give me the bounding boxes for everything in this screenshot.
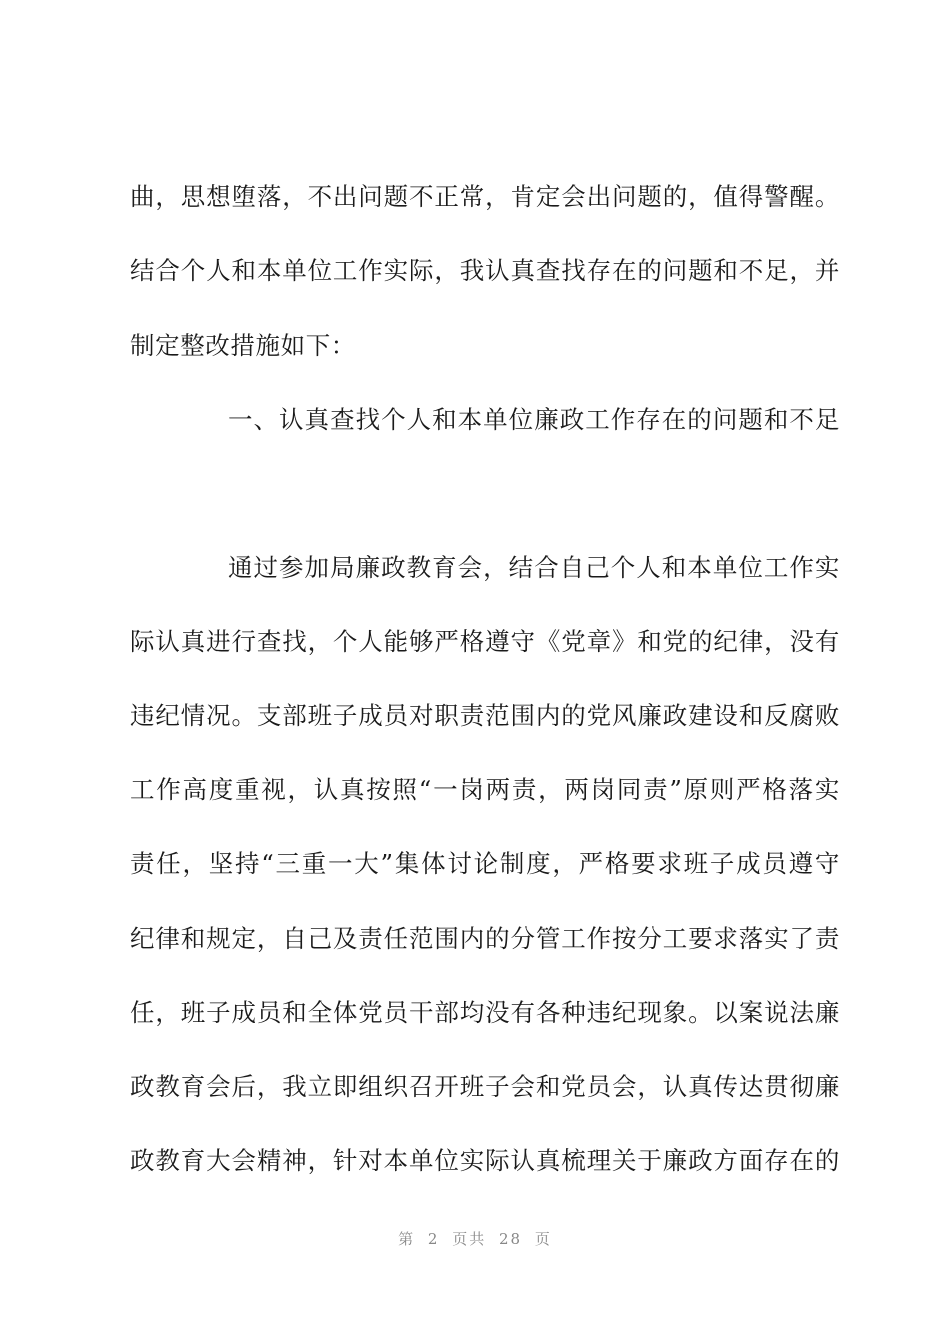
paragraph-line: 责任，坚持“三重一大”集体讨论制度，严格要求班子成员遵守 <box>130 849 840 878</box>
body-text-line: 结合个人和本单位工作实际，我认真查找存在的问题和不足，并 <box>130 256 840 285</box>
paragraph-line: 任，班子成员和全体党员干部均没有各种违纪现象。以案说法廉 <box>130 998 840 1027</box>
paragraph-line: 际认真进行查找，个人能够严格遵守《党章》和党的纪律，没有 <box>130 627 840 656</box>
section-heading: 一、认真查找个人和本单位廉政工作存在的问题和不足 <box>228 405 840 434</box>
paragraph-line: 工作高度重视，认真按照“一岗两责，两岗同责”原则严格落实 <box>130 775 840 804</box>
paragraph-line: 纪律和规定，自己及责任范围内的分管工作按分工要求落实了责 <box>130 924 840 953</box>
body-text-line: 制定整改措施如下： <box>130 331 356 360</box>
paragraph-line: 政教育会后，我立即组织召开班子会和党员会，认真传达贯彻廉 <box>130 1072 840 1101</box>
paragraph-line: 通过参加局廉政教育会，结合自己个人和本单位工作实 <box>228 553 840 582</box>
paragraph-line: 违纪情况。支部班子成员对职责范围内的党风廉政建设和反腐败 <box>130 701 840 730</box>
body-text-line: 曲，思想堕落，不出问题不正常，肯定会出问题的，值得警醒。 <box>130 182 840 211</box>
page-number-footer: 第 2 页共 28 页 <box>398 1230 552 1248</box>
paragraph-line: 政教育大会精神，针对本单位实际认真梳理关于廉政方面存在的 <box>130 1146 840 1175</box>
